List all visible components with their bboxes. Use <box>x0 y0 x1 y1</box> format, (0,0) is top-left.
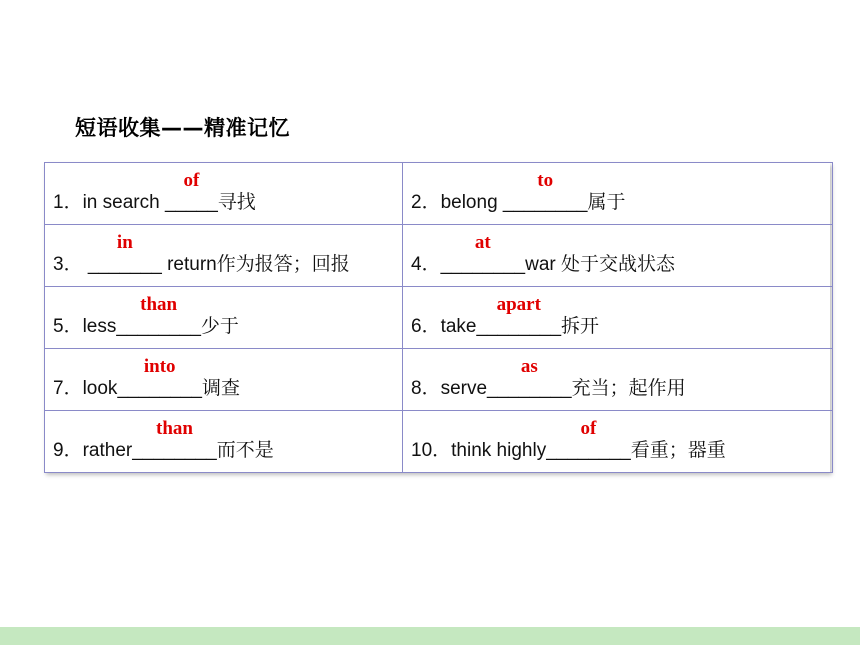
phrase-blank <box>87 232 162 276</box>
blank-underline: ________ <box>546 440 631 461</box>
blank-underline: ________ <box>502 192 588 213</box>
phrase-cell <box>45 163 403 225</box>
phrase-prefix: take <box>440 316 477 337</box>
phrase-line <box>411 170 626 214</box>
phrase-prefix: in search <box>82 192 165 213</box>
answer-text: at <box>474 232 491 253</box>
answer-text: to <box>537 170 554 191</box>
phrase-meaning: war 处于交战状态 <box>525 254 676 275</box>
blank-underline: ________ <box>440 254 526 275</box>
answer-text: than <box>156 418 193 439</box>
phrase-line <box>53 232 350 276</box>
phrase-number: 1． <box>53 192 83 213</box>
phrase-number: 7． <box>53 378 83 399</box>
phrase-cell <box>45 411 403 473</box>
phrase-blank <box>116 294 201 338</box>
phrase-line <box>411 356 686 400</box>
phrase-prefix: think highly <box>451 440 547 461</box>
phrase-number: 8． <box>411 378 441 399</box>
phrase-number: 9． <box>53 440 83 461</box>
table-row <box>45 349 833 411</box>
answer-text: of <box>183 170 200 191</box>
phrase-prefix: belong <box>440 192 503 213</box>
phrase-table <box>44 162 833 473</box>
phrase-meaning: 拆开 <box>561 316 600 337</box>
table-row <box>45 225 833 287</box>
blank-underline: ________ <box>487 378 572 399</box>
table-row <box>45 411 833 473</box>
phrase-prefix: look <box>82 378 118 399</box>
phrase-line <box>53 356 240 400</box>
phrase-number: 5． <box>53 316 83 337</box>
blank-underline: ________ <box>117 378 202 399</box>
blank-underline: ________ <box>476 316 562 337</box>
blank-underline: ________ <box>132 440 217 461</box>
phrase-prefix: rather <box>82 440 133 461</box>
answer-text: as <box>520 356 538 377</box>
phrase-blank <box>164 170 218 214</box>
answer-text: into <box>143 356 176 377</box>
answer-text: than <box>140 294 178 315</box>
phrase-line <box>411 232 676 276</box>
phrase-blank <box>117 356 202 400</box>
blank-underline: _____ <box>164 192 218 213</box>
blank-underline: ________ <box>116 316 201 337</box>
phrase-meaning: 看重；器重 <box>630 440 726 461</box>
phrase-cell <box>403 349 833 411</box>
phrase-number: 3． <box>53 254 83 275</box>
blank-underline: _______ <box>87 254 162 275</box>
phrase-line <box>411 294 600 338</box>
phrase-number: 2． <box>411 192 441 213</box>
phrase-cell <box>403 225 833 287</box>
phrase-number: 10． <box>411 440 452 461</box>
answer-text: in <box>116 232 133 253</box>
table-row <box>45 163 833 225</box>
phrase-blank <box>502 170 588 214</box>
phrase-number: 4． <box>411 254 441 275</box>
phrase-prefix: serve <box>440 378 488 399</box>
phrase-meaning: 充当；起作用 <box>571 378 686 399</box>
phrase-cell <box>403 411 833 473</box>
phrase-cell <box>403 163 833 225</box>
phrase-line <box>53 170 256 214</box>
phrase-blank <box>487 356 572 400</box>
answer-text: apart <box>496 294 541 315</box>
phrase-cell <box>403 287 833 349</box>
phrase-cell <box>45 287 403 349</box>
footer-band <box>0 627 860 645</box>
phrase-blank <box>476 294 562 338</box>
phrase-meaning: 调查 <box>201 378 240 399</box>
phrase-meaning: 属于 <box>587 192 626 213</box>
phrase-line <box>53 418 274 462</box>
phrase-meaning: 而不是 <box>216 440 274 461</box>
phrase-prefix: less <box>82 316 117 337</box>
phrase-meaning: 少于 <box>200 316 239 337</box>
phrase-line <box>411 418 726 462</box>
phrase-table-container <box>44 162 830 472</box>
phrase-cell <box>45 225 403 287</box>
phrase-blank <box>546 418 631 462</box>
phrase-blank <box>132 418 217 462</box>
section-title: 短语收集——精准记忆 <box>75 116 290 140</box>
phrase-meaning: 寻找 <box>217 192 256 213</box>
phrase-blank <box>440 232 526 276</box>
phrase-meaning: return作为报答；回报 <box>161 254 350 275</box>
phrase-line <box>53 294 239 338</box>
answer-text: of <box>580 418 597 439</box>
phrase-cell <box>45 349 403 411</box>
table-row <box>45 287 833 349</box>
phrase-number: 6． <box>411 316 441 337</box>
